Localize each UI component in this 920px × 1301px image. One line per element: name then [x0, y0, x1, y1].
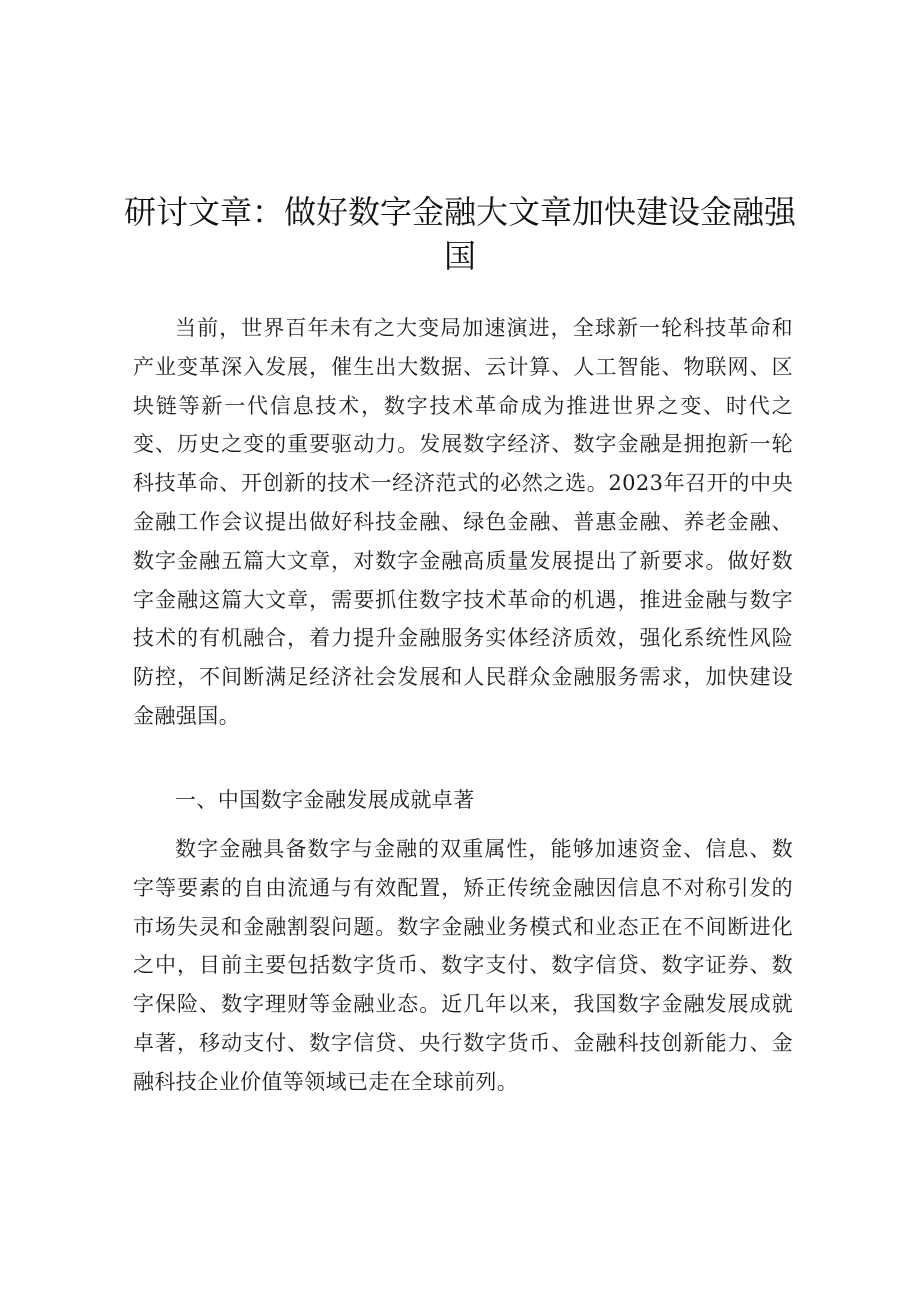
section-paragraph: 数字金融具备数字与金融的双重属性，能够加速资金、信息、数字等要素的自由流通与有效配置，矫正传统金融因信息不对称引发的市场失灵和金融割裂问题。数字金融业务模式和业态正在不间断进化之中，目前主要包括数字货币、数字支付、数字信贷、数字证券、数字保险、数字理财等金融业态。近几年以来，我国数字金融发展成就卓著，移动支付、数字信贷、央行数字货币、金融科技创新能力、金融科技企业价值等领域已走在全球前列。: [133, 837, 793, 1094]
section-heading: 一、中国数字金融发展成就卓著: [175, 788, 475, 812]
document-title: 研讨文章：做好数字金融大文章加快建设金融强国: [123, 193, 796, 275]
intro-paragraph: 当前，世界百年未有之大变局加速演进，全球新一轮科技革命和产业变革深入发展，催生出大数据、云计算、人工智能、物联网、区块链等新一代信息技术，数字技术革命成为推进世界之变、时代之变、历史之变的重要驱动力。发展数字经济、数字金融是拥抱新一轮科技革命、开创新的技术一经济范式的必然之选。2023年召开的中央金融工作会议提出做好科技金融、绿色金融、普惠金融、养老金融、数字金融五篇大文章，对数字金融高质量发展提出了新要求。做好数字金融这篇大文章，需要抓住数字技术革命的机遇，推进金融与数字技术的有机融合，着力提升金融服务实体经济质效，强化系统性风险防控，不间断满足经济社会发展和人民群众金融服务需求，加快建设金融强国。: [133, 316, 793, 728]
